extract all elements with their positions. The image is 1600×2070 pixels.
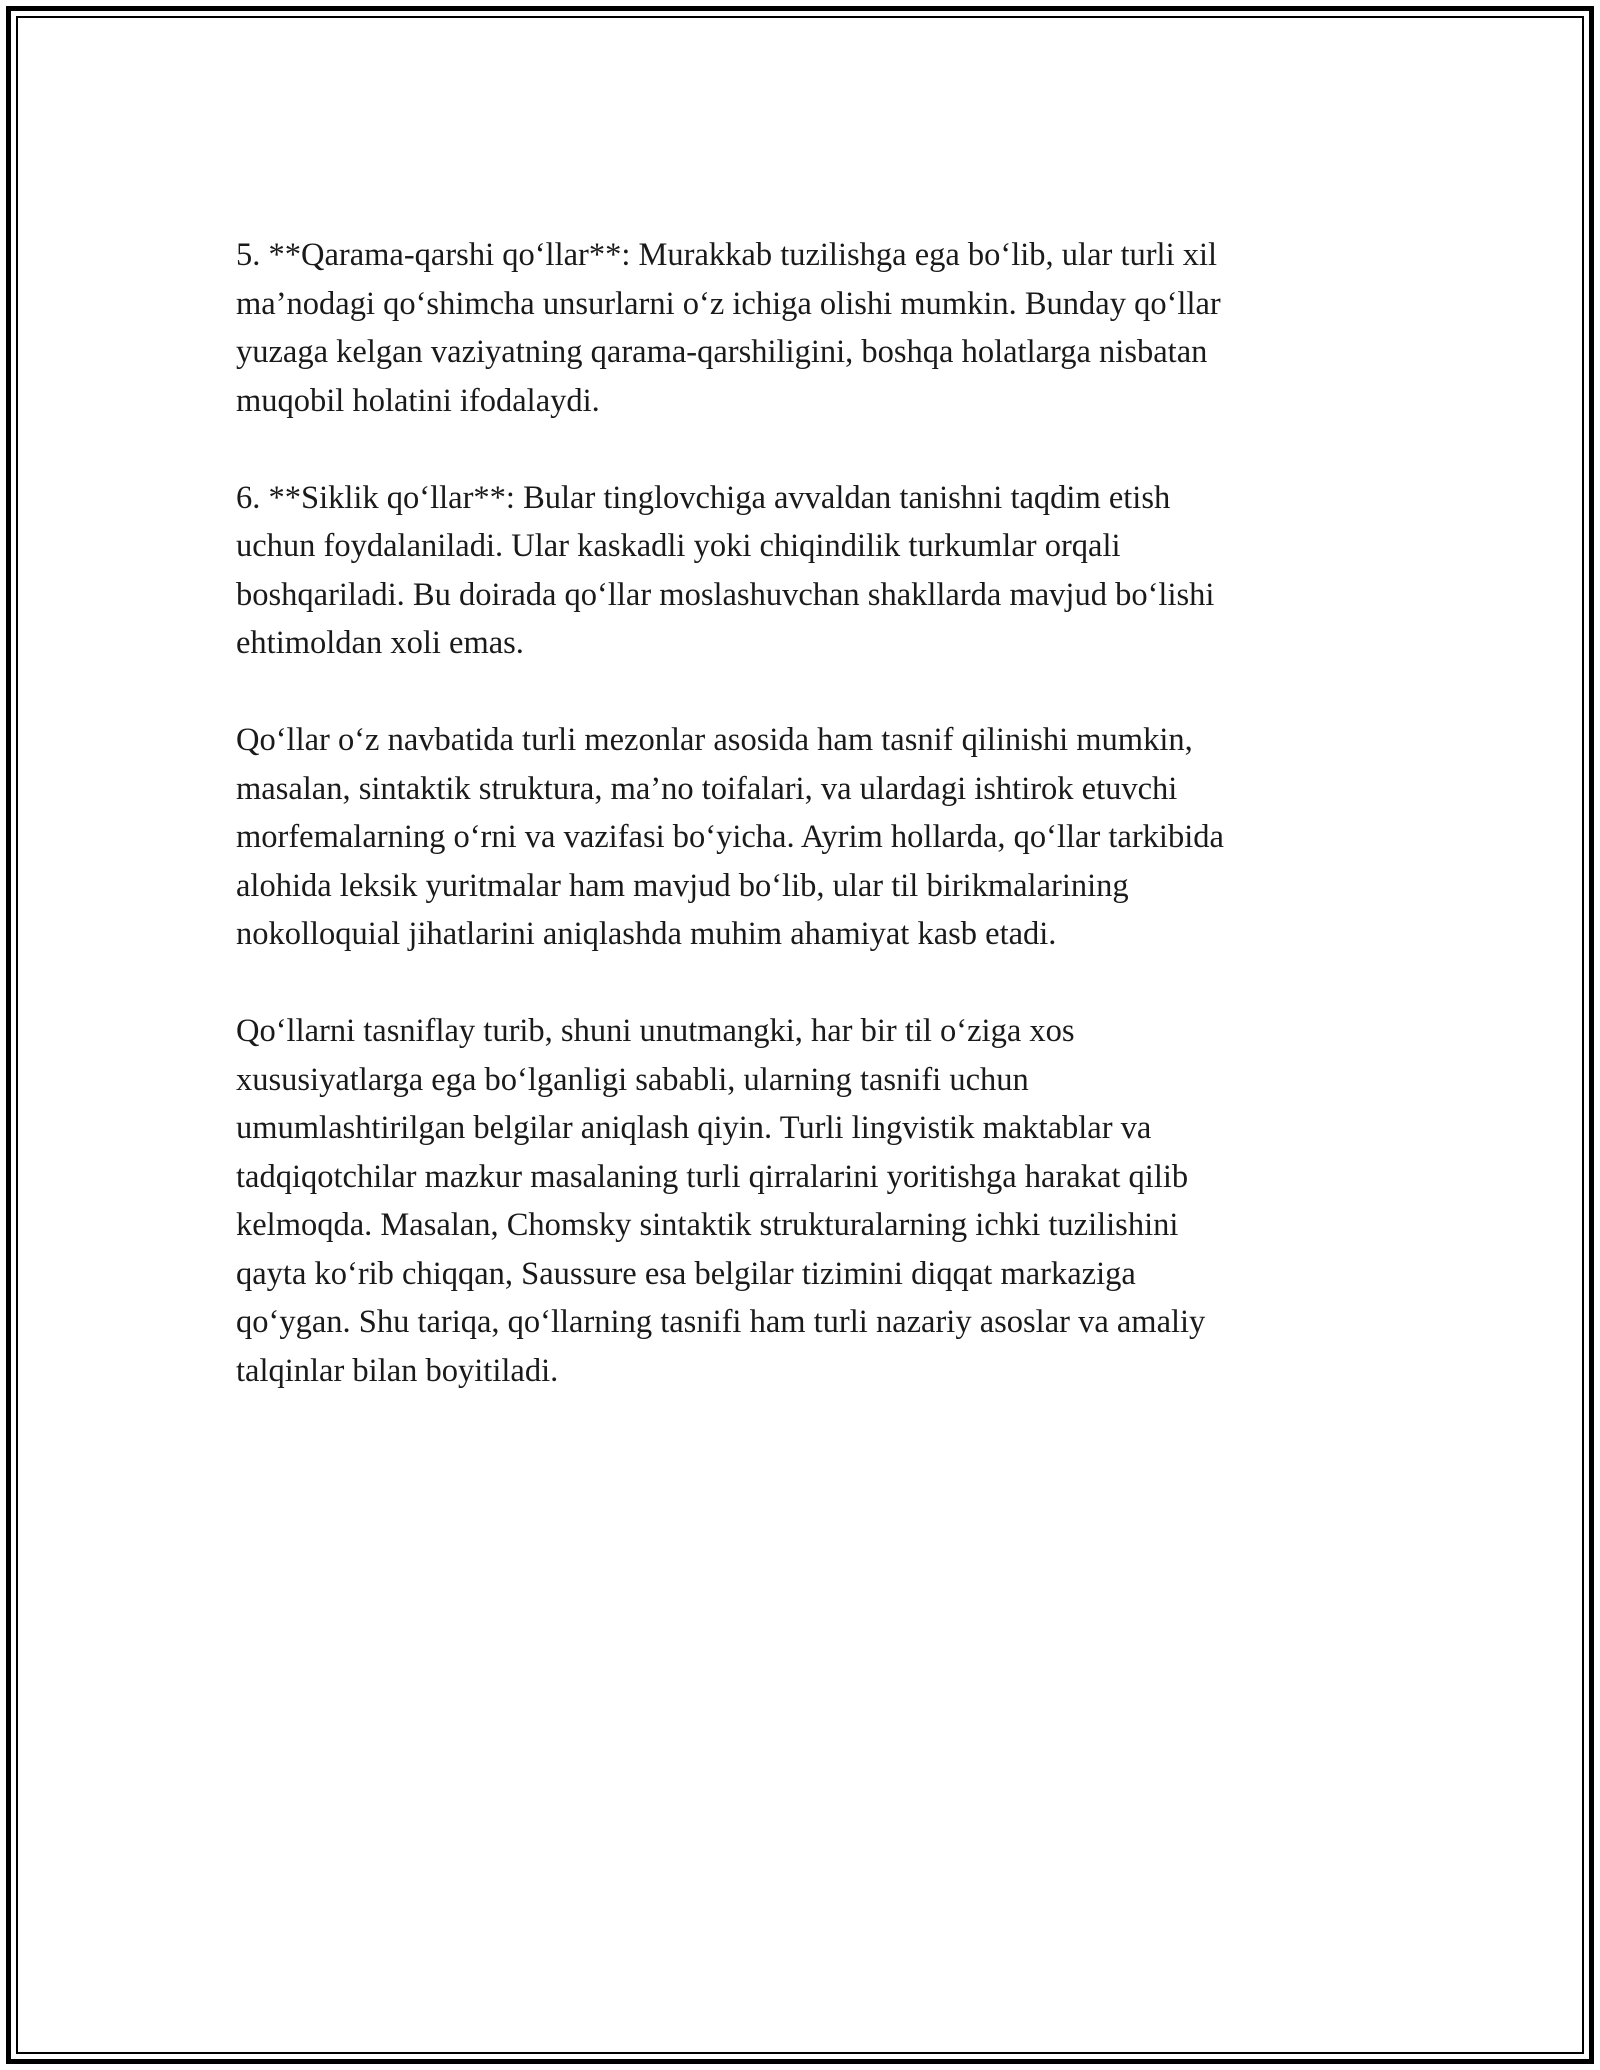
- text-line: qayta ko‘rib chiqqan, Saussure esa belgilar tizimini diqqat markaziga: [236, 1255, 1136, 1292]
- text-line: morfemalarning o‘rni va vazifasi bo‘yicha. Ayrim hollarda, qo‘llar tarkibida: [236, 819, 1224, 855]
- text-line: xususiyatlarga ega bo‘lganligi sababli, ularning tasnifi uchun: [236, 1061, 1029, 1098]
- text-line: masalan, sintaktik struktura, ma’no toifalari, va ulardagi ishtirok etuvchi: [236, 770, 1178, 807]
- paragraph-linguistic-schools: [236, 1007, 1366, 1395]
- text-line: Qo‘llar o‘z navbatida turli mezonlar asosida ham tasnif qilinishi mumkin,: [236, 722, 1193, 758]
- text-line: tadqiqotchilar mazkur masalaning turli qirralarini yoritishga harakat qilib: [236, 1158, 1189, 1195]
- text-line: talqinlar bilan boyitiladi.: [236, 1352, 559, 1389]
- text-line: ma’nodagi qo‘shimcha unsurlarni o‘z ichiga olishi mumkin. Bunday qo‘llar: [236, 285, 1221, 322]
- text-line: yuzaga kelgan vaziyatning qarama-qarshiligini, boshqa holatlarga nisbatan: [236, 334, 1208, 370]
- paragraph-classification-criteria: [236, 716, 1366, 959]
- text-line: alohida leksik yuritmalar ham mavjud bo‘lib, ular til birikmalarining: [236, 867, 1129, 904]
- text-line: muqobil holatini ifodalaydi.: [236, 382, 600, 419]
- text-line: nokolloquial jihatlarini aniqlashda muhim ahamiyat kasb etadi.: [236, 916, 1057, 952]
- text-line: umumlashtirilgan belgilar aniqlash qiyin. Turli lingvistik maktablar va: [236, 1110, 1152, 1146]
- text-line: 6. **Siklik qo‘llar**: Bular tinglovchiga avvaldan tanishni taqdim etish: [236, 479, 1171, 516]
- text-line: 5. **Qarama-qarshi qo‘llar**: Murakkab tuzilishga ega bo‘lib, ular turli xil: [236, 237, 1218, 273]
- paragraph-cyclic-qollar: [236, 474, 1366, 668]
- text-line: qo‘ygan. Shu tariqa, qo‘llarning tasnifi ham turli nazariy asoslar va amaliy: [236, 1304, 1206, 1340]
- document-body: [236, 231, 1366, 1444]
- text-line: kelmoqda. Masalan, Chomsky sintaktik strukturalarning ichki tuzilishini: [236, 1207, 1179, 1243]
- text-line: Qo‘llarni tasniflay turib, shuni unutmangki, har bir til o‘ziga xos: [236, 1013, 1075, 1049]
- text-line: uchun foydalaniladi. Ular kaskadli yoki chiqindilik turkumlar orqali: [236, 528, 1121, 564]
- paragraph-contrast-qollar: [236, 231, 1366, 425]
- text-line: ehtimoldan xoli emas.: [236, 625, 524, 661]
- text-line: boshqariladi. Bu doirada qo‘llar moslashuvchan shakllarda mavjud bo‘lishi: [236, 576, 1215, 613]
